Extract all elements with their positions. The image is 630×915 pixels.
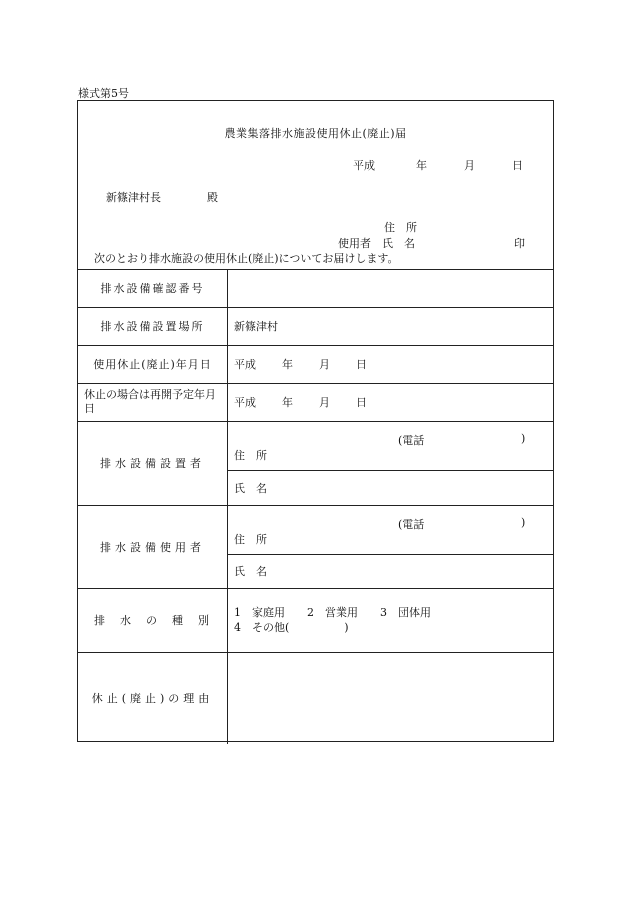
user-phone-label: (電話 <box>398 517 425 531</box>
confirmation-number-field[interactable] <box>228 269 554 307</box>
location-field[interactable]: 新篠津村 <box>228 307 554 345</box>
installer-label: 排水設備設置者 <box>78 421 228 505</box>
table-row <box>78 505 553 554</box>
applicant-address-label: 住 所 <box>384 221 417 234</box>
confirmation-number-label: 排水設備確認番号 <box>78 269 228 307</box>
date-month: 月 <box>464 159 475 172</box>
notice-text: 次のとおり排水施設の使用休止(廃止)についてお届けします。 <box>94 252 399 265</box>
table-row <box>78 345 553 383</box>
resume-date-field[interactable] <box>228 383 554 421</box>
addressee-honorific: 殿 <box>207 191 218 204</box>
day: 日 <box>356 358 367 371</box>
day: 日 <box>356 396 367 409</box>
installer-address-field[interactable] <box>228 421 554 470</box>
date-era: 平成 <box>353 159 375 172</box>
date-year: 年 <box>416 159 427 172</box>
location-label: 排水設備設置場所 <box>78 307 228 345</box>
form-header <box>78 101 553 270</box>
installer-phone-close: ) <box>521 431 526 445</box>
applicant-name-label: 使用者 氏 名 <box>338 237 415 250</box>
table-row <box>78 307 553 345</box>
table-row <box>78 269 553 307</box>
table-row <box>78 652 553 744</box>
installer-address-label: 住 所 <box>234 448 267 462</box>
drainage-type-options[interactable] <box>228 588 554 652</box>
drainage-type-label: 排 水 の 種 別 <box>78 588 228 652</box>
installer-name-label: 氏 名 <box>234 481 267 495</box>
drainage-options-line-2: 4 その他( ) <box>234 621 349 634</box>
installer-name-field[interactable] <box>228 470 554 505</box>
form-table <box>78 269 553 744</box>
user-address-field[interactable] <box>228 505 554 554</box>
user-name-label: 氏 名 <box>234 565 267 578</box>
era: 平成 <box>234 396 256 409</box>
table-row <box>78 383 553 421</box>
user-address-label: 住 所 <box>234 532 267 546</box>
table-row <box>78 588 553 652</box>
suspension-date-field[interactable] <box>228 345 554 383</box>
reason-field[interactable] <box>228 652 554 744</box>
month: 月 <box>319 396 330 409</box>
installer-phone-label: (電話 <box>398 433 425 447</box>
year: 年 <box>282 358 293 371</box>
resume-date-label: 休止の場合は再開予定年月日 <box>78 383 228 421</box>
user-phone-close: ) <box>521 515 526 529</box>
seal-mark: 印 <box>514 237 525 250</box>
submission-date[interactable] <box>353 157 523 173</box>
user-label: 排水設備使用者 <box>78 505 228 588</box>
month: 月 <box>319 358 330 371</box>
user-name-field[interactable] <box>228 554 554 588</box>
date-day: 日 <box>512 159 523 172</box>
form-title: 農業集落排水施設使用休止(廃止)届 <box>224 127 407 140</box>
form-frame <box>77 100 554 742</box>
drainage-options-line-1: 1 家庭用 2 営業用 3 団体用 <box>234 606 431 619</box>
addressee <box>106 189 218 205</box>
table-row <box>78 421 553 470</box>
addressee-name: 新篠津村長 <box>106 191 161 204</box>
era: 平成 <box>234 358 256 371</box>
year: 年 <box>282 396 293 409</box>
suspension-date-label: 使用休止(廃止)年月日 <box>78 345 228 383</box>
reason-label: 休止(廃止)の理由 <box>78 652 228 744</box>
form-number: 様式第5号 <box>78 87 129 100</box>
